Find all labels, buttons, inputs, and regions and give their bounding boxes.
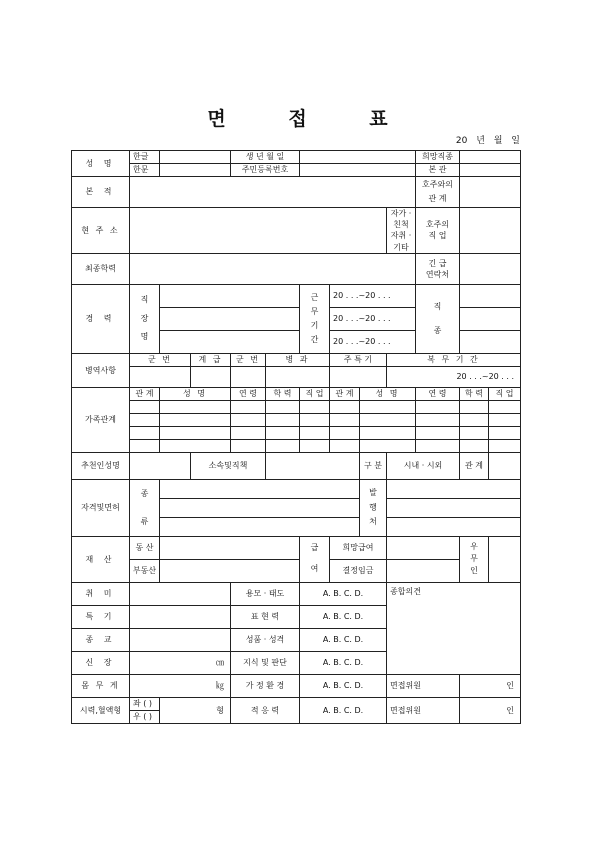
title-char-3: 표 xyxy=(369,108,388,130)
title-char-2: 접 xyxy=(288,108,307,130)
military-label: 병역사항 xyxy=(72,353,130,387)
family-cell[interactable] xyxy=(460,426,489,439)
military-rank-field[interactable] xyxy=(191,366,231,387)
workplace-field-3[interactable] xyxy=(160,330,300,353)
desired-pay-label: 희망급여 xyxy=(330,536,387,559)
height-label: 신 장 xyxy=(72,651,130,674)
crit-expression: 표 현 력 xyxy=(231,605,300,628)
hangul-label: 한글 xyxy=(130,151,160,164)
grade-options[interactable]: A. B. C. D. xyxy=(300,674,387,697)
emergency-label: 긴 급 연락처 xyxy=(416,253,460,284)
height-field[interactable]: ㎝ xyxy=(130,651,231,674)
family-cell[interactable] xyxy=(130,426,160,439)
issuer-field-2[interactable] xyxy=(387,498,521,517)
family-header-3: 연 령 xyxy=(231,387,266,400)
crit-family: 가 정 환 경 xyxy=(231,674,300,697)
religion-label: 종 교 xyxy=(72,628,130,651)
family-cell[interactable] xyxy=(360,400,416,413)
license-kind-field-2[interactable] xyxy=(160,498,360,517)
education-field[interactable] xyxy=(130,253,416,284)
family-header-7: 성 명 xyxy=(360,387,416,400)
weight-field[interactable]: ㎏ xyxy=(130,674,231,697)
family-cell[interactable] xyxy=(266,426,300,439)
education-label: 최종학력 xyxy=(72,253,130,284)
family-cell[interactable] xyxy=(231,400,266,413)
salary-label: 급 여 xyxy=(300,536,330,582)
license-kind-label: 종 류 xyxy=(130,479,160,536)
military-header-2: 계 급 xyxy=(191,353,231,366)
skill-label: 특 기 xyxy=(72,605,130,628)
grade-options[interactable]: A. B. C. D. xyxy=(300,697,387,723)
family-header-9: 학 력 xyxy=(460,387,489,400)
honjeok-field[interactable] xyxy=(130,177,416,208)
interviewer-label-1: 면접위원 xyxy=(387,674,460,697)
affiliation-field[interactable] xyxy=(266,452,360,479)
period-row-1[interactable]: 20 . . .~20 . . . xyxy=(330,284,416,307)
movable-label: 동 산 xyxy=(130,536,160,559)
availability-label: 우 무 인 xyxy=(460,536,489,582)
realestate-field[interactable] xyxy=(160,559,300,582)
date-line: 20 년 월 일 xyxy=(455,136,520,146)
family-cell[interactable] xyxy=(360,426,416,439)
family-cell[interactable] xyxy=(300,413,330,426)
family-cell[interactable] xyxy=(416,439,460,452)
interviewer-label-2: 면접위원 xyxy=(387,697,460,723)
job-type-label: 직 종 xyxy=(416,284,460,353)
family-cell[interactable] xyxy=(130,400,160,413)
household-job-field[interactable] xyxy=(460,208,521,254)
family-cell[interactable] xyxy=(416,400,460,413)
family-cell[interactable] xyxy=(360,439,416,452)
family-cell[interactable] xyxy=(360,413,416,426)
vision-right[interactable]: 우 ( ) xyxy=(130,710,160,723)
birth-label: 생 년 월 일 xyxy=(231,151,300,164)
desired-job-label: 희망직종 xyxy=(416,151,460,164)
job-type-field-2[interactable] xyxy=(460,307,521,330)
relation-label: 관 계 xyxy=(460,452,489,479)
form-title xyxy=(0,104,595,131)
birth-field[interactable] xyxy=(300,151,416,164)
issuer-field-1[interactable] xyxy=(387,479,521,498)
origin-label: 본 관 xyxy=(416,164,460,177)
military-number-field-2[interactable] xyxy=(231,366,266,387)
family-header-1: 관 계 xyxy=(130,387,160,400)
family-cell[interactable] xyxy=(130,413,160,426)
military-period-field[interactable]: 20 . . .~20 . . . xyxy=(387,366,521,387)
family-cell[interactable] xyxy=(160,426,231,439)
hobby-label: 취 미 xyxy=(72,582,130,605)
grade-options[interactable]: A. B. C. D. xyxy=(300,582,387,605)
family-cell[interactable] xyxy=(460,400,489,413)
address-field[interactable] xyxy=(130,208,387,254)
family-cell[interactable] xyxy=(489,439,521,452)
military-header-6: 복 무 기 간 xyxy=(387,353,521,366)
hobby-field[interactable] xyxy=(130,582,231,605)
desired-job-field[interactable] xyxy=(460,151,521,164)
interviewer-seal-1[interactable]: 인 xyxy=(460,674,521,697)
period-row-2[interactable]: 20 . . .~20 . . . xyxy=(330,307,416,330)
period-label: 근 무 기 간 xyxy=(300,284,330,353)
family-cell[interactable] xyxy=(231,413,266,426)
family-header-6: 관 계 xyxy=(330,387,360,400)
weight-label: 몸 무 게 xyxy=(72,674,130,697)
interviewer-seal-2[interactable]: 인 xyxy=(460,697,521,723)
family-cell[interactable] xyxy=(266,439,300,452)
family-cell[interactable] xyxy=(300,439,330,452)
housing-type: 자가 · 친척 자취 · 기타 xyxy=(387,208,416,254)
military-header-1: 군 번 xyxy=(130,353,191,366)
family-cell[interactable] xyxy=(231,439,266,452)
overall-opinion-label[interactable]: 종합의견 xyxy=(387,582,521,674)
job-type-field-1[interactable] xyxy=(460,284,521,307)
family-cell[interactable] xyxy=(416,413,460,426)
family-cell[interactable] xyxy=(160,400,231,413)
referrer-label: 추천인성명 xyxy=(72,452,130,479)
household-rel-field[interactable] xyxy=(460,177,521,208)
family-cell[interactable] xyxy=(489,426,521,439)
title-char-1: 면 xyxy=(207,108,226,130)
honjeok-label: 본 적 xyxy=(72,177,130,208)
family-header-10: 직 업 xyxy=(489,387,521,400)
affiliation-label: 소속및직책 xyxy=(191,452,266,479)
crit-appearance: 용모 · 태도 xyxy=(231,582,300,605)
military-number-field[interactable] xyxy=(130,366,191,387)
family-header-5: 직 업 xyxy=(300,387,330,400)
family-label: 가족관계 xyxy=(72,387,130,452)
family-cell[interactable] xyxy=(160,413,231,426)
hangul-field[interactable] xyxy=(160,151,231,164)
license-kind-field-1[interactable] xyxy=(160,479,360,498)
military-header-5: 주 특 기 xyxy=(330,353,387,366)
military-branch-field[interactable] xyxy=(266,366,330,387)
assets-label: 재 산 xyxy=(72,536,130,582)
workplace-field-1[interactable] xyxy=(160,284,300,307)
issuer-label: 발 행 처 xyxy=(360,479,387,536)
grade-options[interactable]: A. B. C. D. xyxy=(300,651,387,674)
family-cell[interactable] xyxy=(330,426,360,439)
family-cell[interactable] xyxy=(330,439,360,452)
family-cell[interactable] xyxy=(266,413,300,426)
household-rel-label: 호주와의 관 계 xyxy=(416,177,460,208)
family-header-2: 성 명 xyxy=(160,387,231,400)
family-cell[interactable] xyxy=(460,439,489,452)
crit-character: 성품 · 성격 xyxy=(231,628,300,651)
origin-field[interactable] xyxy=(460,164,521,177)
availability-field[interactable] xyxy=(489,536,521,582)
address-label: 현 주 소 xyxy=(72,208,130,254)
license-kind-field-3[interactable] xyxy=(160,517,360,536)
family-header-8: 연 령 xyxy=(416,387,460,400)
emergency-field[interactable] xyxy=(460,253,521,284)
grade-options[interactable]: A. B. C. D. xyxy=(300,628,387,651)
family-cell[interactable] xyxy=(330,400,360,413)
workplace-label: 직 장 명 xyxy=(130,284,160,353)
military-header-4: 병 과 xyxy=(266,353,330,366)
division-label: 구 분 xyxy=(360,452,387,479)
desired-pay-field[interactable] xyxy=(387,536,460,559)
career-label: 경 력 xyxy=(72,284,130,353)
set-pay-field[interactable] xyxy=(387,559,460,582)
workplace-field-2[interactable] xyxy=(160,307,300,330)
family-cell[interactable] xyxy=(160,439,231,452)
name-label: 성 명 xyxy=(72,151,130,177)
family-cell[interactable] xyxy=(330,413,360,426)
military-header-3: 군 번 xyxy=(231,353,266,366)
referrer-field[interactable] xyxy=(130,452,191,479)
family-cell[interactable] xyxy=(489,413,521,426)
issuer-field-3[interactable] xyxy=(387,517,521,536)
vision-blood-label: 시력,혈액형 xyxy=(72,697,130,723)
division-value[interactable]: 시내 · 시외 xyxy=(387,452,460,479)
family-header-4: 학 력 xyxy=(266,387,300,400)
realestate-label: 부동산 xyxy=(130,559,160,582)
job-type-field-3[interactable] xyxy=(460,330,521,353)
family-cell[interactable] xyxy=(489,400,521,413)
resid-field[interactable] xyxy=(300,164,416,177)
movable-field[interactable] xyxy=(160,536,300,559)
family-cell[interactable] xyxy=(300,400,330,413)
family-cell[interactable] xyxy=(416,426,460,439)
hanmun-label: 한문 xyxy=(130,164,160,177)
military-specialty-field[interactable] xyxy=(330,366,387,387)
religion-field[interactable] xyxy=(130,628,231,651)
crit-knowledge: 지식 및 판단 xyxy=(231,651,300,674)
family-cell[interactable] xyxy=(266,400,300,413)
vision-left[interactable]: 좌 ( ) xyxy=(130,697,160,710)
interview-form-table xyxy=(71,150,521,724)
license-label: 자격및면허 xyxy=(72,479,130,536)
crit-adaptability: 적 응 력 xyxy=(231,697,300,723)
skill-field[interactable] xyxy=(130,605,231,628)
family-cell[interactable] xyxy=(231,426,266,439)
family-cell[interactable] xyxy=(300,426,330,439)
period-row-3[interactable]: 20 . . .~20 . . . xyxy=(330,330,416,353)
relation-field[interactable] xyxy=(489,452,521,479)
grade-options[interactable]: A. B. C. D. xyxy=(300,605,387,628)
family-cell[interactable] xyxy=(130,439,160,452)
household-job-label: 호주의 직 업 xyxy=(416,208,460,254)
set-pay-label: 결정임금 xyxy=(330,559,387,582)
hanmun-field[interactable] xyxy=(160,164,231,177)
family-cell[interactable] xyxy=(460,413,489,426)
resid-label: 주민등록번호 xyxy=(231,164,300,177)
blood-type-field[interactable]: 형 xyxy=(160,697,231,723)
